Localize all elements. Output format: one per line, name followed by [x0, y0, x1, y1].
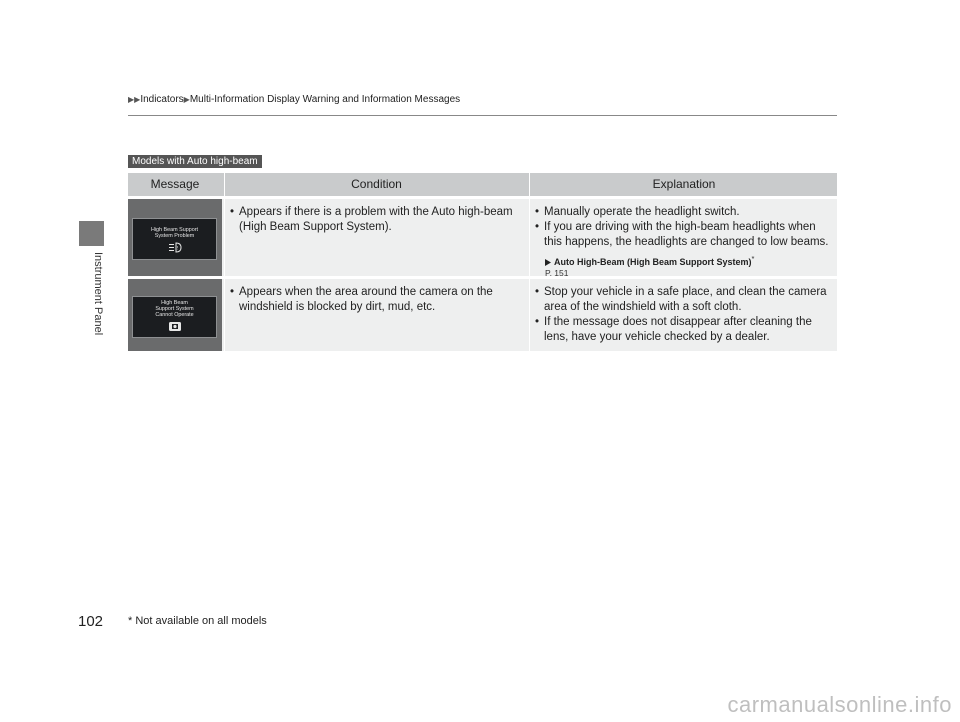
breadcrumb: [128, 94, 460, 105]
table-row: [128, 199, 837, 276]
screen-text: Cannot Operate: [155, 312, 194, 318]
explanation-item: • If you are driving with the high-beam headlights when this happens, the headlights are changed to low beams.: [535, 220, 835, 250]
reference-page[interactable]: P. 151: [545, 268, 569, 278]
condition-cell: [224, 279, 528, 351]
reference-title[interactable]: Auto High-Beam (High Beam Support System): [554, 257, 752, 267]
condition-item: • Appears if there is a problem with the Auto high-beam (High Beam Support System).: [230, 205, 525, 235]
screen-text: High Beam Support: [150, 227, 199, 233]
condition-cell: [224, 199, 528, 276]
reference-marker: *: [751, 254, 755, 263]
arrow-icon: ▶: [183, 95, 190, 104]
section-side-label: Instrument Panel: [92, 252, 104, 336]
reference-arrow-icon: [545, 259, 551, 266]
explanation-item: • Manually operate the headlight switch.: [535, 205, 835, 220]
screen-text: High Beam: [161, 300, 188, 306]
page-number: 102: [78, 613, 104, 630]
watermark: carmanualsonline.info: [727, 692, 952, 717]
table-row: [128, 279, 837, 351]
models-tag: Models with Auto high-beam: [128, 155, 262, 168]
svg-text:!: !: [176, 246, 179, 252]
breadcrumb-item-warning-messages[interactable]: Multi-Information Display Warning and Information Messages: [189, 94, 461, 105]
explanation-cell: [529, 199, 838, 276]
display-screen-image: [132, 296, 217, 338]
message-image-cell: [128, 279, 222, 351]
explanation-item: • Stop your vehicle in a safe place, and clean the camera area of the windshield with a soft cloth.: [535, 285, 835, 315]
explanation-item: • If the message does not disappear after cleaning the lens, have your vehicle checked by a dealer.: [535, 315, 835, 345]
messages-table: [128, 173, 837, 351]
condition-item: • Appears when the area around the camera on the windshield is blocked by dirt, mud, etc.: [230, 285, 525, 315]
explanation-cell: [529, 279, 838, 351]
screen-text: System Problem: [154, 233, 195, 239]
header-explanation: Explanation: [529, 173, 838, 196]
display-screen-image: [132, 218, 217, 260]
double-arrow-icon: ▶▶: [128, 95, 141, 104]
message-image-cell: [128, 199, 222, 276]
header-message: Message: [150, 177, 200, 191]
breadcrumb-item-indicators[interactable]: Indicators: [140, 94, 184, 105]
header-divider: [128, 115, 837, 116]
header-condition: Condition: [224, 173, 528, 196]
section-tab-marker: [79, 221, 104, 246]
screen-text: Support System: [155, 306, 194, 312]
table-header: [128, 173, 837, 196]
camera-blocked-icon: [168, 321, 182, 332]
high-beam-warning-icon: [168, 242, 182, 253]
footnote: * Not available on all models: [128, 615, 267, 627]
cross-reference[interactable]: [545, 253, 845, 279]
